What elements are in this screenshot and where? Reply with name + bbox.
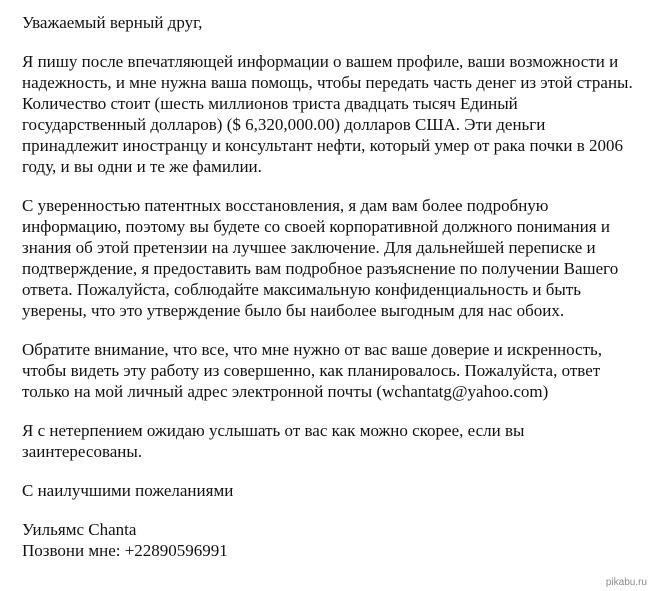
signature-name: Уильямс Chanta xyxy=(22,520,137,539)
letter-paragraph-4: Я с нетерпением ожидаю услышать от вас как можно скорее, если вы заинтересованы. xyxy=(22,421,525,461)
letter-closing: С наилучшими пожеланиями xyxy=(22,481,234,500)
watermark: pikabu.ru xyxy=(605,577,647,588)
letter-paragraph-3: Обратите внимание, что все, что мне нужно от вас ваше доверие и искренность, чтобы видеть эту работу из совершенно, как планировалось. Пожалуйста, ответ только на мой личный адрес электронной почты (wchantatg@yahoo.com) xyxy=(22,340,603,401)
letter-body xyxy=(22,12,642,561)
letter-greeting: Уважаемый верный друг, xyxy=(22,13,203,32)
letter-paragraph-1: Я пишу после впечатляющей информации о вашем профиле, ваши возможности и надежность, и мне нужна ваша помощь, чтобы передать часть денег из этой страны. Количество стоит (шесть миллионов триста двадцать тысяч Единый государственный долларов) ($ 6,320,000.00) долларов США. Эти деньги принадлежит иностранцу и консультант нефти, который умер от рака почки в 2006 году, и вы одни и те же фамилии. xyxy=(22,52,633,176)
signature-phone: Позвони мне: +22890596991 xyxy=(22,541,228,560)
letter-paragraph-2: С уверенностью патентных восстановления, я дам вам более подробную информацию, поэтому вы будете со своей корпоративной должного понимания и знания об этой претензии на лучшее заключение. Для дальнейшей переписке и подтверждение, я предоставить вам подробное разъяснение по получении Вашего ответа. Пожалуйста, соблюдайте максимальную конфиденциальность и быть уверены, что это утверждение было бы наиболее выгодным для нас обоих. xyxy=(22,196,619,320)
